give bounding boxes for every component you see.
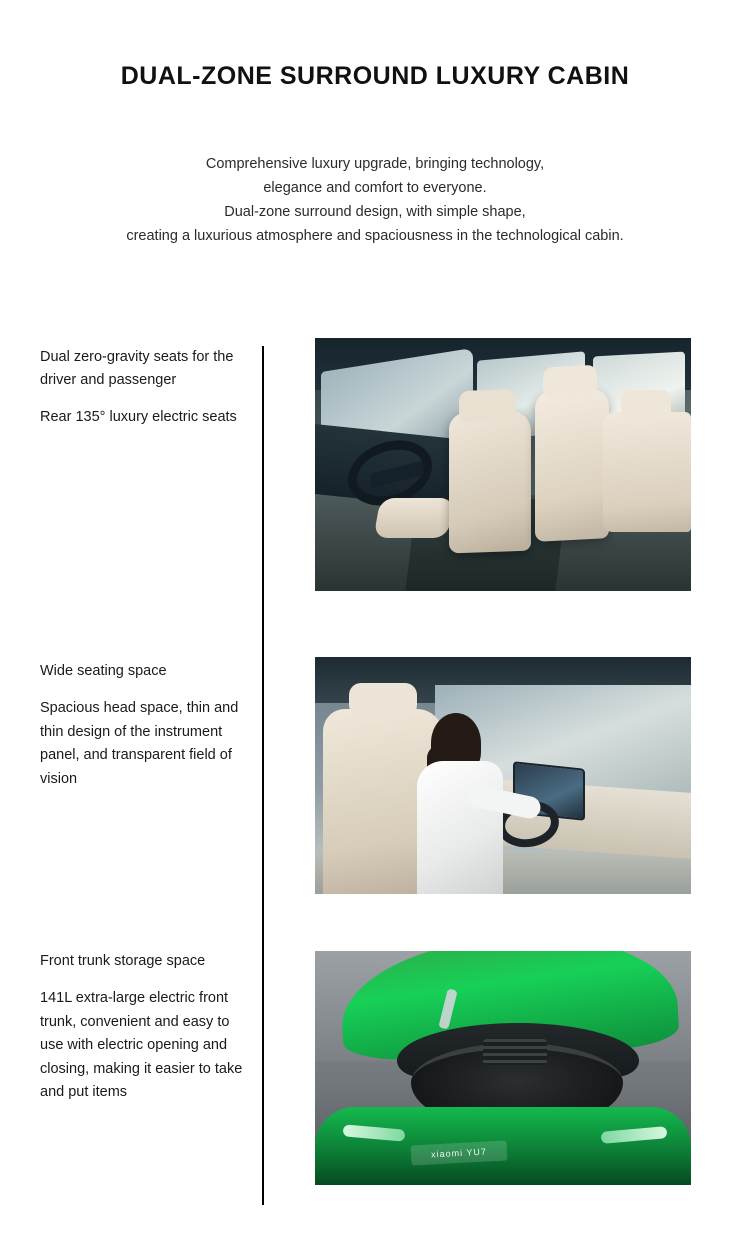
section-body: Spacious head space, thin and thin design of the instrument panel, and transparent field of vision [40, 700, 239, 787]
section-text-trunk [40, 950, 255, 1105]
vent-grille-shape [483, 1039, 547, 1065]
feature-section-trunk [0, 940, 750, 1240]
headrest-shape [349, 683, 417, 717]
section-body: Rear 135° luxury electric seats [40, 409, 237, 425]
section-heading: Wide seating space [40, 663, 167, 679]
page-title: DUAL-ZONE SURROUND LUXURY CABIN [120, 62, 630, 90]
intro-line-1: Comprehensive luxury upgrade, bringing technology, [205, 156, 545, 172]
intro-line-3: Dual-zone surround design, with simple shape, [224, 204, 526, 220]
section-divider [262, 940, 264, 1205]
section-text-seats [40, 346, 255, 430]
headrest-shape [621, 390, 671, 420]
front-left-seat-shape [449, 411, 531, 554]
driver-figure-shape [413, 719, 533, 894]
torso-shape [417, 761, 503, 894]
section-divider [262, 346, 264, 638]
intro-paragraph [0, 152, 750, 248]
headrest-shape [543, 365, 597, 400]
section-text-space [40, 660, 255, 791]
intro-line-4: creating a luxurious atmosphere and spaciousness in the technological cabin. [126, 228, 624, 244]
section-divider [262, 638, 264, 940]
vehicle-badge-text: xiaomi YU7 [411, 1141, 508, 1166]
headrest-shape [459, 389, 515, 423]
section-body: 141L extra-large electric front trunk, convenient and easy to use with electric opening and closing, making it easier to take and put items [40, 990, 243, 1100]
intro-line-2: elegance and comfort to everyone. [263, 180, 487, 196]
section-heading: Front trunk storage space [40, 953, 206, 969]
front-right-seat-shape [535, 388, 609, 542]
rear-seat-shape [603, 412, 691, 532]
feature-sections [0, 338, 750, 1240]
front-trunk-photo [315, 951, 691, 1185]
leg-rest-shape [373, 498, 454, 538]
driver-cockpit-photo [315, 657, 691, 894]
car-interior-seats-photo [315, 338, 691, 591]
feature-section-space [0, 638, 750, 940]
feature-section-seats [0, 338, 750, 638]
section-heading: Dual zero-gravity seats for the driver and passenger [40, 349, 234, 388]
